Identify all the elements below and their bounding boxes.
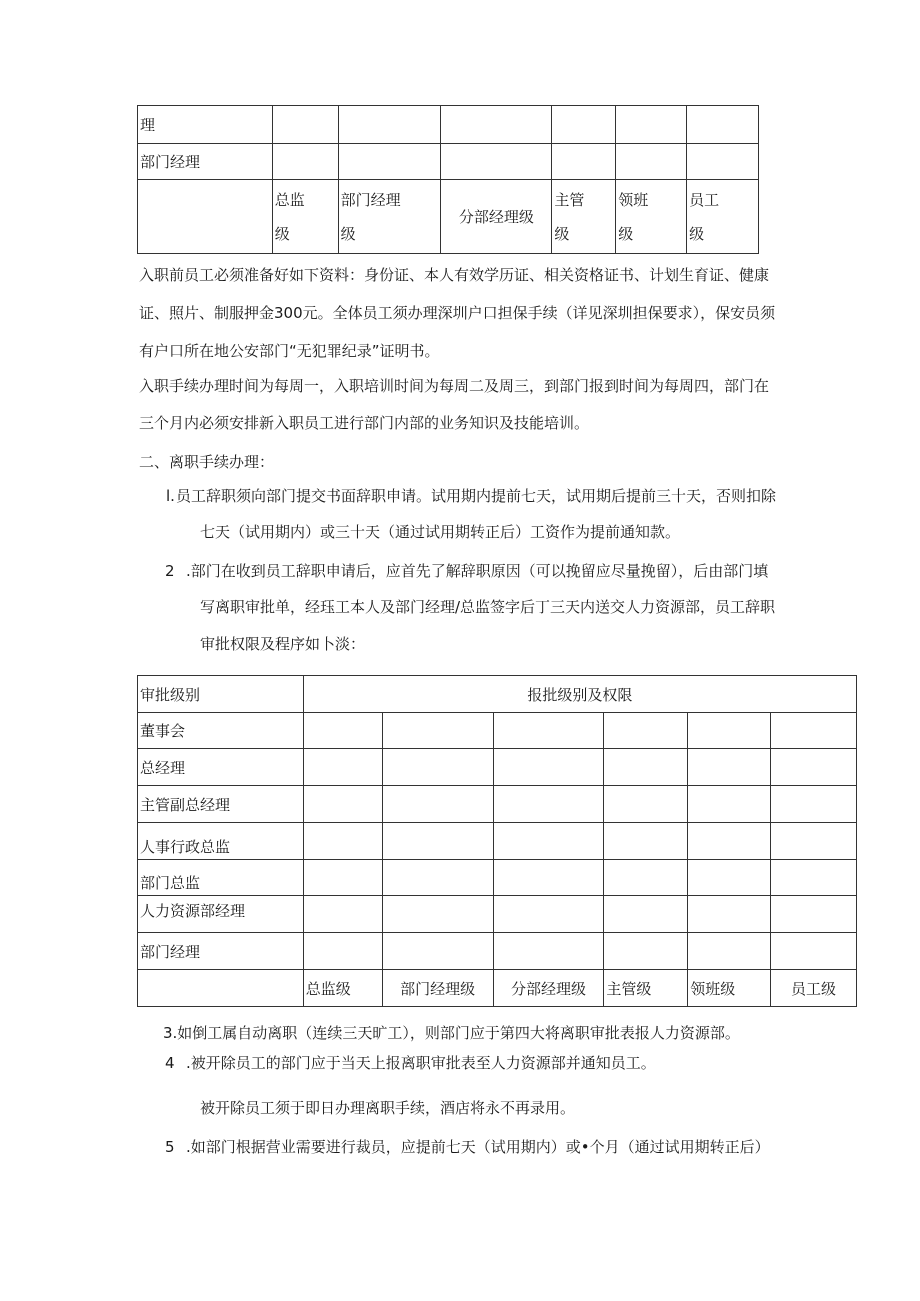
text-line: .如部门根据营业需要进行裁员，应提前七天（试用期内）或•个月（通过试用期转正后） — [186, 1138, 770, 1156]
table-footer-row — [138, 180, 759, 254]
column-header: 审批级别 — [138, 676, 304, 713]
text-line: 写离职审批单，经珏工本人及部门经理/总监签字后丁三天内送交人力资源部，员工辞职 — [200, 598, 776, 616]
text-line: .被开除员工的部门应于当天上报离职审批表至人力资源部并通知员工。 — [186, 1054, 656, 1072]
table-row — [138, 786, 857, 823]
text-line: 有户口所在地公安部门“无犯罪纪录”证明书。 — [139, 342, 440, 360]
text-line: 审批权限及程序如卜淡： — [200, 635, 366, 653]
table-row — [138, 713, 857, 749]
level-cell: 员工级 — [771, 970, 857, 1007]
row-label: 部门经理 — [138, 933, 304, 970]
row-label: 部门总监 — [138, 860, 304, 896]
table-row — [138, 933, 857, 970]
item-number: 5 — [165, 1138, 175, 1156]
text-line: 入职手续办理时间为每周一，入职培训时间为每周二及周三，到部门报到时间为每周四，部门在 — [139, 377, 770, 395]
level-cell: 分部经理级 — [441, 180, 552, 254]
text-line: 七天（试用期内）或三十天（通过试用期转正后）工资作为提前通知款。 — [200, 523, 681, 541]
table-row — [138, 860, 857, 896]
row-label: 董事会 — [138, 713, 304, 749]
row-label: 理 — [138, 106, 273, 144]
resignation-approval-table — [137, 675, 857, 1007]
row-label: 主管副总经理 — [138, 786, 304, 823]
level-cell: 主管级 — [604, 970, 688, 1007]
level-cell: 领班 级 — [616, 180, 687, 254]
approval-table-continued — [137, 105, 759, 254]
level-cell: 主管 级 — [552, 180, 616, 254]
text-line: .部门在收到员工辞职申请后，应首先了解辞职原因（可以挽留应尽量挽留），后由部门填 — [186, 562, 769, 580]
item-number: 4 — [165, 1054, 175, 1072]
row-label: 部门经理 — [138, 144, 273, 180]
table-footer-row — [138, 970, 857, 1007]
level-cell: 部门经理级 — [382, 970, 493, 1007]
text-line: 入职前员工必须准备好如下资料：身份证、本人有效学历证、相关资格证书、计划生育证、健康 — [139, 266, 770, 284]
table-row — [138, 144, 759, 180]
level-cell: 总监级 — [303, 970, 382, 1007]
text-line: 证、照片、制服押金300元。全体员工须办理深圳户口担保手续（详见深圳担保要求），保安员须 — [139, 304, 776, 322]
text-line: 三个月内必须安排新入职员工进行部门内部的业务知识及技能培训。 — [139, 414, 590, 432]
table-row — [138, 896, 857, 933]
level-cell: 员工 级 — [687, 180, 759, 254]
text-line: 员工辞职须向部门提交书面辞职申请。试用期内提前七天，试用期后提前三十天，否则扣除 — [176, 487, 777, 505]
level-cell: 部门经理 级 — [338, 180, 441, 254]
table-row — [138, 823, 857, 860]
row-label: 人事行政总监 — [138, 823, 304, 860]
section-heading: 二、离职手续办理： — [139, 453, 275, 471]
item-number: l. — [166, 487, 175, 505]
column-header: 报批级别及权限 — [303, 676, 856, 713]
level-cell: 总监 级 — [272, 180, 338, 254]
table-header-row — [138, 676, 857, 713]
list-item-3: 3.如倒工属自动离职（连续三天旷工），则部门应于第四大将离职审批表报人力资源部。 — [163, 1024, 740, 1042]
row-label: 总经理 — [138, 749, 304, 786]
row-label: 人力资源部经理 — [138, 896, 304, 933]
level-cell: 分部经理级 — [493, 970, 604, 1007]
item-number: 2 — [165, 562, 175, 580]
text-line: 被开除员工须于即日办理离职手续，酒店将永不再录用。 — [200, 1099, 576, 1117]
table-row — [138, 749, 857, 786]
table-row — [138, 106, 759, 144]
level-cell: 领班级 — [688, 970, 771, 1007]
